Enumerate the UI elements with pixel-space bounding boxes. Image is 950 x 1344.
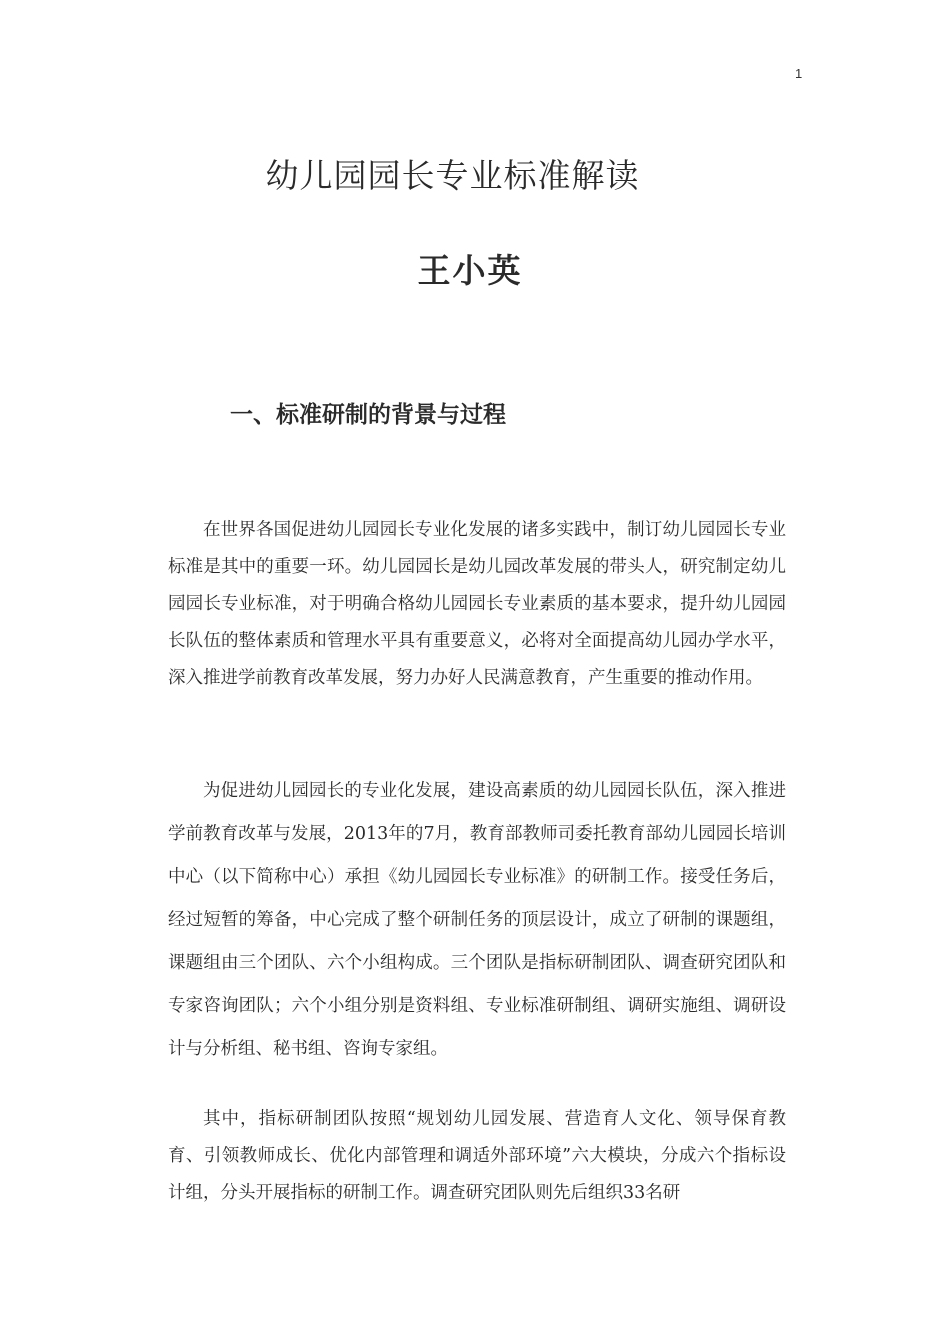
paragraph-3: 其中，指标研制团队按照“规划幼儿园发展、营造育人文化、领导保育教育、引领教师成长、优化内部管理和调适外部环境”六大模块，分成六个指标设计组，分头开展指标的研制工作。调查研究团队则先后组织33名研 — [168, 1109, 786, 1203]
paragraph-1: 在世界各国促进幼儿园园长专业化发展的诸多实践中，制订幼儿园园长专业标准是其中的重要一环。幼儿园园长是幼儿园改革发展的带头人，研究制定幼儿园园长专业标准，对于明确合格幼儿园园长专业素质的基本要求，提升幼儿园园长队伍的整体素质和管理水平具有重要意义，必将对全面提高幼儿园办学水平，深入推进学前教育改革发展，努力办好人民满意教育，产生重要的推动作用。 — [168, 520, 786, 688]
document-title: 幼儿园园长专业标准解读 — [265, 156, 640, 195]
page-number: 1 — [795, 66, 803, 81]
section-heading: 一、标准研制的背景与过程 — [230, 402, 506, 428]
document-author: 王小英 — [417, 251, 523, 290]
paragraph-2: 为促进幼儿园园长的专业化发展，建设高素质的幼儿园园长队伍，深入推进学前教育改革与发展，2013年的7月，教育部教师司委托教育部幼儿园园长培训中心（以下简称中心）承担《幼儿园园长专业标准》的研制工作。接受任务后，经过短暂的筹备，中心完成了整个研制任务的顶层设计，成立了研制的课题组，课题组由三个团队、六个小组构成。三个团队是指标研制团队、调查研究团队和专家咨询团队；六个小组分别是资料组、专业标准研制组、调研实施组、调研设计与分析组、秘书组、咨询专家组。 — [168, 781, 786, 1059]
